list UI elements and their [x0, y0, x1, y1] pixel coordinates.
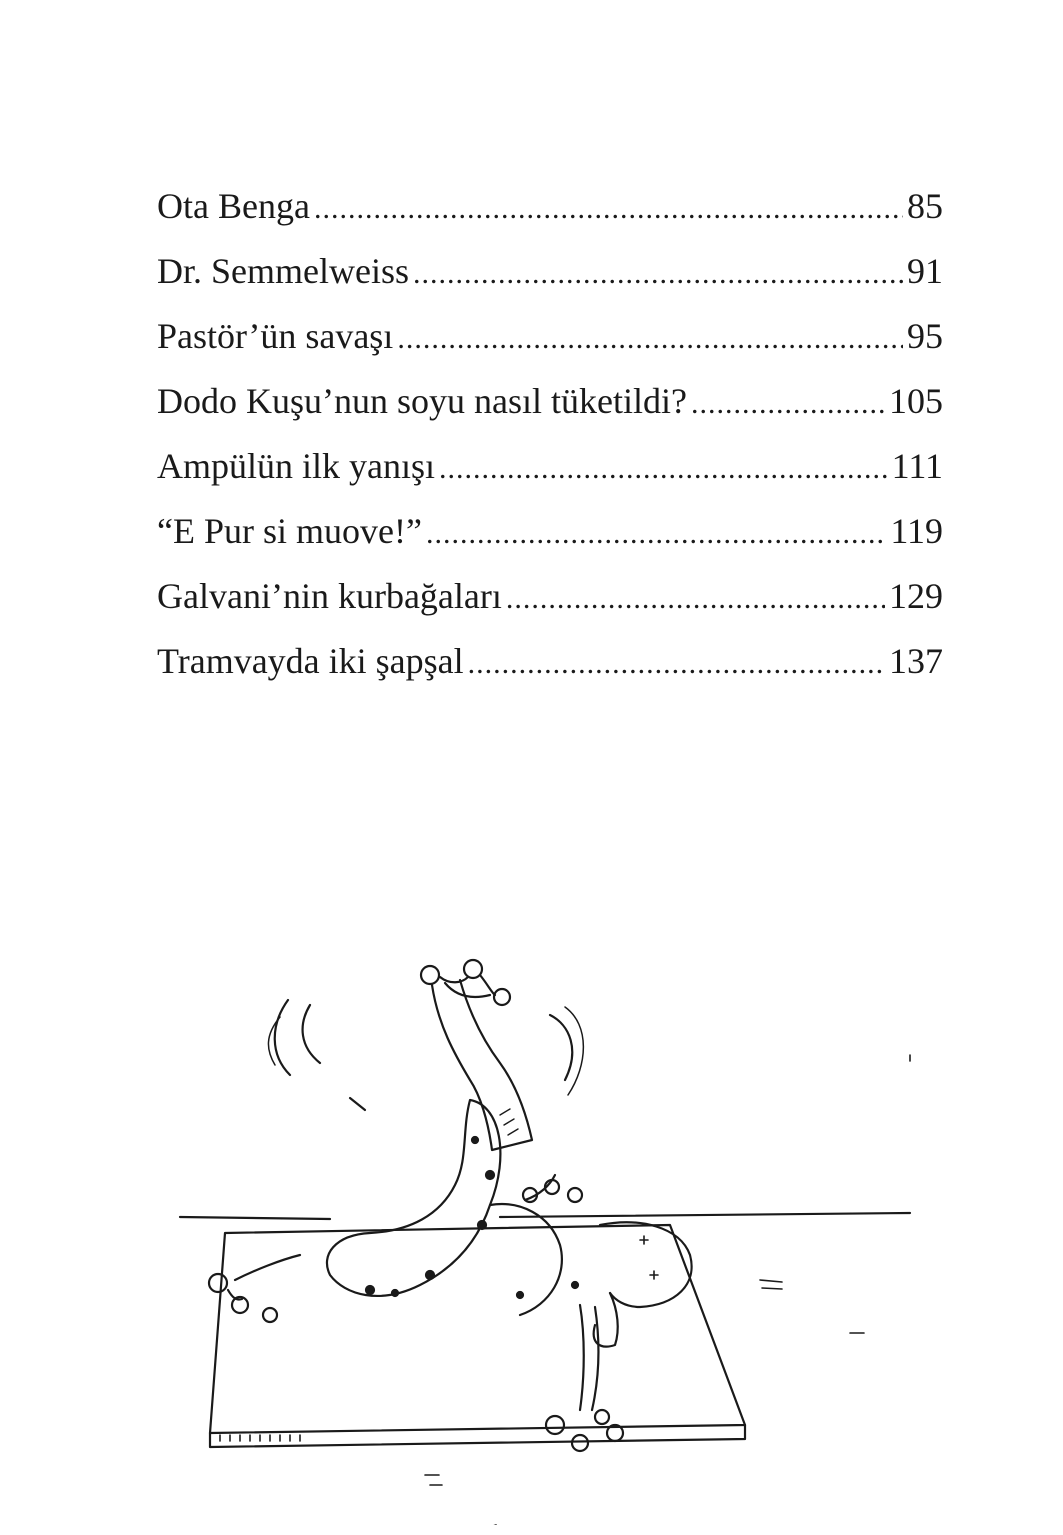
toc-entry-page: 95 — [907, 316, 943, 356]
toc-dot-leader — [468, 649, 885, 679]
toc-entry-page: 129 — [889, 576, 943, 616]
toc-entry-title: “E Pur si muove!” — [157, 511, 422, 551]
toc-dot-leader — [439, 454, 888, 484]
toc-entry[interactable] — [157, 383, 943, 448]
toc-entry-page: 91 — [907, 251, 943, 291]
toc-dot-leader — [397, 324, 903, 354]
toc-dot-leader — [691, 389, 885, 419]
toc-entry[interactable] — [157, 448, 943, 513]
toc-entry-title: Tramvayda iki şapşal — [157, 641, 464, 681]
toc-entry[interactable] — [157, 188, 943, 253]
toc-entry-page: 137 — [889, 641, 943, 681]
toc-dot-leader — [314, 194, 903, 224]
toc-entry[interactable] — [157, 318, 943, 383]
toc-entry[interactable] — [157, 513, 943, 578]
toc-entry-page: 85 — [907, 186, 943, 226]
frog-on-mat-sketch-icon — [170, 955, 930, 1525]
toc-dot-leader — [506, 584, 885, 614]
table-of-contents — [157, 188, 943, 708]
toc-dot-leader — [413, 259, 903, 289]
toc-entry-title: Ota Benga — [157, 186, 310, 226]
toc-entry-title: Galvani’nin kurbağaları — [157, 576, 502, 616]
toc-entry[interactable] — [157, 253, 943, 318]
toc-entry-title: Dr. Semmelweiss — [157, 251, 409, 291]
toc-entry-title: Ampülün ilk yanışı — [157, 446, 435, 486]
toc-entry-page: 111 — [891, 446, 943, 486]
toc-entry-page: 119 — [890, 511, 943, 551]
toc-entry-title: Dodo Kuşu’nun soyu nasıl tüketildi? — [157, 381, 687, 421]
toc-entry-page: 105 — [889, 381, 943, 421]
toc-entry-title: Pastör’ün savaşı — [157, 316, 394, 356]
toc-entry[interactable] — [157, 643, 943, 708]
toc-entry[interactable] — [157, 578, 943, 643]
toc-dot-leader — [426, 519, 886, 549]
